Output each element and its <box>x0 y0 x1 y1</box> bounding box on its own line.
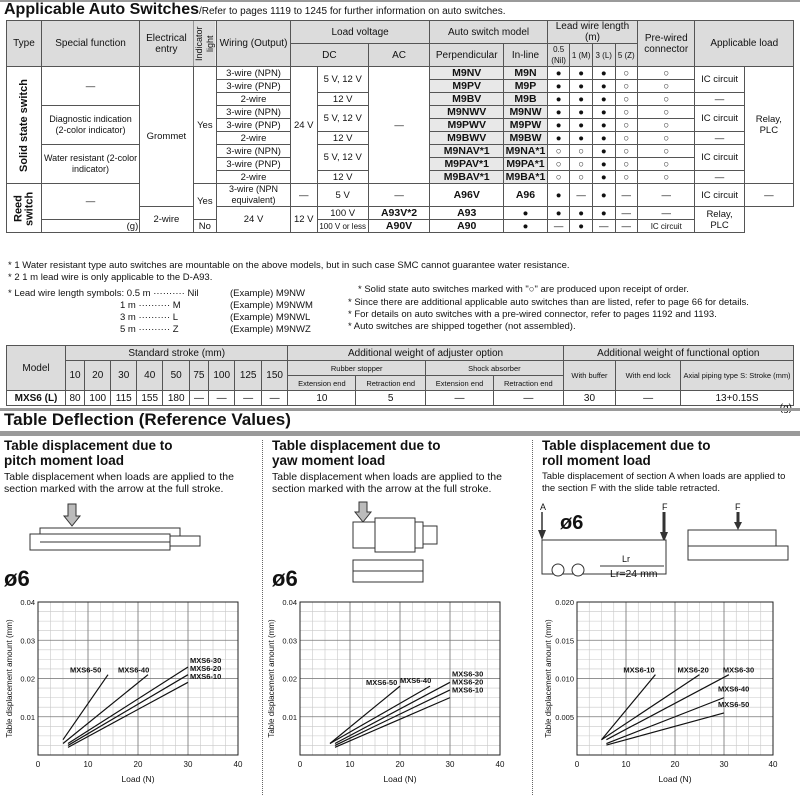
weight-cell: — <box>208 391 234 406</box>
th-len-5: 5 (Z) <box>615 44 638 67</box>
roll-title-line2: roll moment load <box>542 453 651 468</box>
th-stroke: 75 <box>189 361 208 391</box>
len-3: ● <box>592 93 615 106</box>
model-perp: A96V <box>430 184 504 207</box>
example-m: (Example) M9NWM <box>230 300 313 311</box>
roll-title <box>542 438 711 468</box>
dc-voltage: 5 V <box>317 184 368 207</box>
len-05: ● <box>547 80 570 93</box>
x-tick-label: 0 <box>297 760 303 769</box>
axial-cell: 13+0.15S <box>681 391 794 406</box>
series-line <box>606 713 724 745</box>
pitch-title-line2: pitch moment load <box>4 453 125 468</box>
th-perpendicular: Perpendicular <box>430 44 504 67</box>
x-axis-label: Load (N) <box>383 774 417 784</box>
len-1: ● <box>570 119 593 132</box>
model-perp: M9NAV*1 <box>430 145 504 158</box>
remark-3: * For details on auto switches with a pre-wired connector, refer to pages 1192 and 1193. <box>348 309 717 320</box>
indicator-yes: Yes <box>193 67 217 184</box>
type-solid-state: Solid state switch <box>7 67 42 184</box>
len-05: ● <box>547 67 570 80</box>
len-3: ● <box>592 132 615 145</box>
model-perp: M9NV <box>430 67 504 80</box>
series-label: MXS6-50 <box>70 665 102 675</box>
series-label: MXS6-10 <box>190 672 222 682</box>
len-5: ○ <box>615 106 638 119</box>
th-shock-ext: Extension end <box>426 376 494 391</box>
wiring: 2-wire <box>217 93 291 106</box>
model-perp: M9PAV*1 <box>430 158 504 171</box>
th-model: Model <box>7 346 66 391</box>
roll-label-a: A <box>540 502 547 512</box>
y-tick-label: 0.010 <box>555 674 574 684</box>
th-rubber-ret: Retraction end <box>356 376 426 391</box>
wiring: 2-wire <box>140 207 193 233</box>
load-relay-plc: Relay, PLC <box>695 207 744 233</box>
model-inline: A93 <box>430 207 504 220</box>
wiring: 3-wire (NPN equivalent) <box>217 184 291 207</box>
lead-wire-z: 5 m ·········· Z <box>120 324 179 335</box>
len-5: ○ <box>615 171 638 184</box>
th-type: Type <box>7 21 42 67</box>
model-perp: M9NWV <box>430 106 504 119</box>
len-1: ○ <box>570 171 593 184</box>
x-tick-label: 20 <box>395 760 405 769</box>
model-inline: M9P <box>504 80 548 93</box>
remark-2: * Since there are additional applicable auto switches than are listed, refer to page 66 for details. <box>348 297 749 308</box>
x-tick-label: 10 <box>621 760 631 769</box>
y-tick-label: 0.015 <box>555 636 574 646</box>
th-stroke: 40 <box>136 361 162 391</box>
th-adjuster: Additional weight of adjuster option <box>288 346 563 361</box>
load-dash: — <box>695 93 744 106</box>
y-tick-label: 0.04 <box>20 598 35 607</box>
pitch-title <box>4 438 173 468</box>
dc-none: — <box>290 184 317 207</box>
model-perp: M9PWV <box>430 119 504 132</box>
th-len-3: 3 (L) <box>592 44 615 67</box>
series-line <box>606 698 724 744</box>
footnotes <box>8 260 788 340</box>
th-stroke: 20 <box>85 361 111 391</box>
series-label: MXS6-40 <box>400 676 432 686</box>
wiring: 2-wire <box>217 171 291 184</box>
prewired: — <box>615 220 638 233</box>
model-cell: MXS6 (L) <box>7 391 66 406</box>
wiring: 3-wire (PNP) <box>217 80 291 93</box>
series-label: MXS6-40 <box>718 684 750 694</box>
yaw-size: ø6 <box>272 566 298 591</box>
model-perp: M9BAV*1 <box>430 171 504 184</box>
series-label: MXS6-20 <box>677 665 709 675</box>
model-perp: A93V*2 <box>368 207 430 220</box>
series-label: MXS6-30 <box>190 656 222 666</box>
th-special: Special function <box>41 21 139 67</box>
series-label: MXS6-20 <box>190 664 222 674</box>
load-relay-plc: Relay, PLC <box>744 67 793 184</box>
weight-cell: 80 <box>66 391 85 406</box>
page-title: Applicable Auto Switches <box>4 1 199 18</box>
len-1: ● <box>570 132 593 145</box>
th-shock: Shock absorber <box>426 361 564 376</box>
yaw-title-line2: yaw moment load <box>272 453 386 468</box>
len-3: ● <box>592 80 615 93</box>
len-1: ● <box>570 67 593 80</box>
section-rule-bottom <box>0 431 800 436</box>
prewired: — <box>615 207 638 220</box>
series-line <box>335 690 450 745</box>
th-switch-model: Auto switch model <box>430 21 548 44</box>
len-5: ○ <box>615 67 638 80</box>
x-tick-label: 30 <box>719 760 729 769</box>
indicator-yes: Yes <box>193 184 217 220</box>
len-3: ● <box>592 145 615 158</box>
load-ic: IC circuit <box>695 67 744 93</box>
example-z: (Example) M9NWZ <box>230 324 311 335</box>
special-none: — <box>41 184 139 220</box>
model-inline: M9NA*1 <box>504 145 548 158</box>
page-subtitle: /Refer to pages 1119 to 1245 for further information on auto switches. <box>199 6 506 17</box>
len-1: ● <box>570 106 593 119</box>
len-3: ● <box>592 184 615 207</box>
roll-title-line1: Table displacement due to <box>542 438 711 453</box>
prewired: ○ <box>638 171 695 184</box>
th-applicable-load: Applicable load <box>695 21 794 67</box>
len-5: ○ <box>615 158 638 171</box>
len-5: — <box>592 220 615 233</box>
lead-wire-nil: * Lead wire length symbols: 0.5 m ·········· Nil <box>8 288 199 299</box>
entry-grommet: Grommet <box>140 67 193 207</box>
x-tick-label: 10 <box>345 760 355 769</box>
y-axis-label: Table displacement amount (mm) <box>5 619 14 738</box>
x-axis-label: Load (N) <box>658 774 692 784</box>
dc-voltage: 12 V <box>317 132 368 145</box>
rubber-ret-cell: 5 <box>356 391 426 406</box>
len-5: ○ <box>615 145 638 158</box>
len-1: ○ <box>570 145 593 158</box>
prewired: ○ <box>638 158 695 171</box>
y-tick-label: 0.02 <box>282 674 297 684</box>
weight-cell: 115 <box>111 391 136 406</box>
wiring: 3-wire (PNP) <box>217 158 291 171</box>
prewired: ○ <box>638 106 695 119</box>
roll-label-f: F <box>662 502 668 512</box>
load-dash: — <box>744 184 793 207</box>
th-lead-wire: Lead wire length (m) <box>547 21 637 44</box>
stroke-weight-table <box>6 345 794 406</box>
pitch-desc: Table displacement when loads are applied to the section marked with the arrow at the full stroke. <box>4 471 234 495</box>
th-dc: DC <box>290 44 368 67</box>
th-stroke: 10 <box>66 361 85 391</box>
len-5: ○ <box>615 80 638 93</box>
len-05: ● <box>547 93 570 106</box>
x-tick-label: 20 <box>133 760 143 769</box>
th-stroke: 150 <box>261 361 287 391</box>
shock-ret-cell: — <box>494 391 564 406</box>
series-line <box>335 682 450 743</box>
unit-g: (g) <box>41 220 139 233</box>
weight-cell: 100 <box>85 391 111 406</box>
roll-lr-value: Lr=24 mm <box>610 568 658 580</box>
len-3: ● <box>570 207 593 220</box>
prewired: ○ <box>638 80 695 93</box>
special-diagnostic: Diagnostic indication (2-color indicator) <box>41 106 139 145</box>
endlock-cell: — <box>616 391 681 406</box>
y-tick-label: 0.03 <box>282 636 297 646</box>
len-5: ○ <box>615 132 638 145</box>
model-perp: M9BV <box>430 93 504 106</box>
roll-size: ø6 <box>560 512 584 534</box>
example-nil: (Example) M9NW <box>230 288 305 299</box>
len-3: ● <box>592 106 615 119</box>
len-1: — <box>547 220 570 233</box>
len-05: ● <box>547 119 570 132</box>
wiring: 2-wire <box>217 132 291 145</box>
series-label: MXS6-20 <box>452 677 484 687</box>
buffer-cell: 30 <box>563 391 616 406</box>
dc-24v: 24 V <box>217 207 291 233</box>
load-ic: IC circuit <box>695 145 744 171</box>
footnote-2: * 2 1 m lead wire is only applicable to the D-A93. <box>8 272 213 283</box>
weight-cell: 155 <box>136 391 162 406</box>
series-label: MXS6-30 <box>452 669 484 679</box>
len-05: ● <box>547 132 570 145</box>
roll-desc: Table displacement of section A when loads are applied to the section F with the slide table retracted. <box>542 471 786 494</box>
series-line <box>68 675 188 746</box>
y-axis-label: Table displacement amount (mm) <box>267 619 276 738</box>
len-5: — <box>615 184 638 207</box>
th-stroke: 50 <box>163 361 189 391</box>
example-l: (Example) M9NWL <box>230 312 311 323</box>
weight-cell: — <box>189 391 208 406</box>
len-3: ● <box>592 67 615 80</box>
dc-voltage: 5 V, 12 V <box>317 106 368 132</box>
series-label: MXS6-10 <box>623 665 655 675</box>
th-indicator: Indicator light <box>193 21 217 67</box>
model-inline: M9B <box>504 93 548 106</box>
wiring: 3-wire (NPN) <box>217 106 291 119</box>
th-load-voltage: Load voltage <box>290 21 429 44</box>
load-dash: — <box>638 207 695 220</box>
len-5: ● <box>592 207 615 220</box>
indicator-no: No <box>193 220 217 233</box>
dc-voltage: 5 V, 12 V <box>317 145 368 171</box>
roll-chart <box>533 588 799 800</box>
prewired: — <box>638 184 695 207</box>
y-tick-label: 0.02 <box>20 674 35 684</box>
len-1: ● <box>570 80 593 93</box>
x-tick-label: 0 <box>574 760 580 769</box>
len-05: ● <box>504 207 548 220</box>
model-inline: M9PA*1 <box>504 158 548 171</box>
ac-voltage: 100 V <box>317 207 368 220</box>
len-05: ○ <box>547 158 570 171</box>
y-tick-label: 0.04 <box>282 598 297 607</box>
dc-voltage: 5 V, 12 V <box>317 67 368 93</box>
len-05: ● <box>504 220 548 233</box>
dc-voltage: 12 V <box>290 207 317 233</box>
th-rubber-ext: Extension end <box>288 376 356 391</box>
ac-voltage: — <box>368 67 430 184</box>
th-stroke: 30 <box>111 361 136 391</box>
model-inline: A96 <box>504 184 548 207</box>
dc-24v: 24 V <box>290 67 317 184</box>
yaw-desc: Table displacement when loads are applied to the section marked with the arrow at the full stroke. <box>272 471 502 495</box>
len-1: — <box>570 184 593 207</box>
pitch-title-line1: Table displacement due to <box>4 438 173 453</box>
type-reed: Reed switch <box>7 184 42 233</box>
rubber-ext-cell: 10 <box>288 391 356 406</box>
pitch-chart <box>0 588 262 800</box>
x-tick-label: 20 <box>670 760 680 769</box>
len-05: ● <box>547 106 570 119</box>
lead-wire-m: 1 m ·········· M <box>120 300 181 311</box>
weight-cell: — <box>261 391 287 406</box>
lead-wire-l: 3 m ·········· L <box>120 312 179 323</box>
th-standard-stroke: Standard stroke (mm) <box>66 346 288 361</box>
model-perp: M9PV <box>430 80 504 93</box>
x-axis-label: Load (N) <box>121 774 155 784</box>
yaw-title-line1: Table displacement due to <box>272 438 441 453</box>
th-len-1: 1 (M) <box>570 44 593 67</box>
load-ic: IC circuit <box>695 106 744 132</box>
wiring: 3-wire (PNP) <box>217 119 291 132</box>
len-3: ● <box>570 220 593 233</box>
model-inline: M9BA*1 <box>504 171 548 184</box>
pitch-size: ø6 <box>4 566 30 591</box>
series-line <box>68 682 188 747</box>
prewired: ○ <box>638 93 695 106</box>
load-ic-small: IC circuit <box>638 220 695 233</box>
remark-4: * Auto switches are shipped together (not assembled). <box>348 321 576 332</box>
x-tick-label: 0 <box>35 760 41 769</box>
footnote-1: * 1 Water resistant type auto switches are mountable on the above models, but in such case SMC cannot guarantee water resistance. <box>8 260 570 271</box>
ac-voltage: — <box>368 184 430 207</box>
load-dash: — <box>695 132 744 145</box>
y-tick-label: 0.020 <box>555 598 574 607</box>
len-05: ○ <box>547 171 570 184</box>
th-axial: Axial piping type S: Stroke (mm) <box>681 361 794 391</box>
model-inline: M9BW <box>504 132 548 145</box>
prewired: ○ <box>638 119 695 132</box>
th-len-05: 0.5 (Nil) <box>547 44 570 67</box>
weight-cell: 180 <box>163 391 189 406</box>
pitch-diagram <box>20 500 220 562</box>
th-stroke: 100 <box>208 361 234 391</box>
prewired: ○ <box>638 67 695 80</box>
model-inline: M9NW <box>504 106 548 119</box>
model-inline: M9PW <box>504 119 548 132</box>
y-axis-label: Table displacement amount (mm) <box>544 619 553 738</box>
th-rubber: Rubber stopper <box>288 361 426 376</box>
th-endlock: With end lock <box>616 361 681 391</box>
th-stroke: 125 <box>235 361 261 391</box>
ac-voltage: 100 V or less <box>317 220 368 233</box>
len-5: ○ <box>615 119 638 132</box>
th-wiring: Wiring (Output) <box>217 21 291 67</box>
th-functional: Additional weight of functional option <box>563 346 793 361</box>
th-ac: AC <box>368 44 430 67</box>
x-tick-label: 40 <box>233 760 243 769</box>
x-tick-label: 10 <box>83 760 93 769</box>
special-water-resistant: Water resistant (2-color indicator) <box>41 145 139 184</box>
auto-switch-table <box>6 20 794 233</box>
len-3: ● <box>592 119 615 132</box>
series-label: MXS6-50 <box>718 699 750 709</box>
series-line <box>330 686 430 743</box>
y-tick-label: 0.01 <box>20 712 35 722</box>
special-none: — <box>41 67 139 106</box>
y-tick-label: 0.005 <box>555 712 574 722</box>
load-dash: — <box>695 171 744 184</box>
roll-label-f2: F <box>735 502 741 512</box>
series-label: MXS6-50 <box>366 678 398 688</box>
len-5: ○ <box>615 93 638 106</box>
x-tick-label: 40 <box>768 760 778 769</box>
weight-cell: — <box>235 391 261 406</box>
load-ic: IC circuit <box>695 184 744 207</box>
wiring: 3-wire (NPN) <box>217 145 291 158</box>
roll-lr: Lr <box>622 554 631 564</box>
x-tick-label: 30 <box>183 760 193 769</box>
th-prewired: Pre-wired connector <box>638 21 695 67</box>
x-tick-label: 30 <box>445 760 455 769</box>
model-perp: M9BWV <box>430 132 504 145</box>
wiring: 3-wire (NPN) <box>217 67 291 80</box>
series-label: MXS6-40 <box>118 665 150 675</box>
x-tick-label: 40 <box>495 760 505 769</box>
len-05: ○ <box>547 145 570 158</box>
len-1: ● <box>570 93 593 106</box>
yaw-diagram <box>345 498 465 588</box>
series-label: MXS6-30 <box>722 665 755 675</box>
series-line <box>335 698 450 748</box>
dc-voltage: 12 V <box>317 93 368 106</box>
series-label: MXS6-10 <box>452 685 484 695</box>
deflection-title: Table Deflection (Reference Values) <box>4 410 291 429</box>
model-inline: A90 <box>430 220 504 233</box>
model-perp: A90V <box>368 220 430 233</box>
y-tick-label: 0.01 <box>282 712 297 722</box>
len-1: ● <box>547 207 570 220</box>
y-tick-label: 0.03 <box>20 636 35 646</box>
len-3: ● <box>592 158 615 171</box>
len-05: ● <box>547 184 570 207</box>
shock-ext-cell: — <box>426 391 494 406</box>
th-shock-ret: Retraction end <box>494 376 564 391</box>
prewired: ○ <box>638 145 695 158</box>
th-entry: Electrical entry <box>140 21 193 67</box>
yaw-title <box>272 438 441 468</box>
dc-voltage: 12 V <box>317 171 368 184</box>
th-inline: In-line <box>504 44 548 67</box>
prewired: ○ <box>638 132 695 145</box>
remark-1: * Solid state auto switches marked with "○" are produced upon receipt of order. <box>358 284 689 295</box>
model-inline: M9N <box>504 67 548 80</box>
len-3: ● <box>592 171 615 184</box>
len-1: ○ <box>570 158 593 171</box>
yaw-chart <box>263 588 531 800</box>
th-buffer: With buffer <box>563 361 616 391</box>
page-header <box>4 1 505 19</box>
